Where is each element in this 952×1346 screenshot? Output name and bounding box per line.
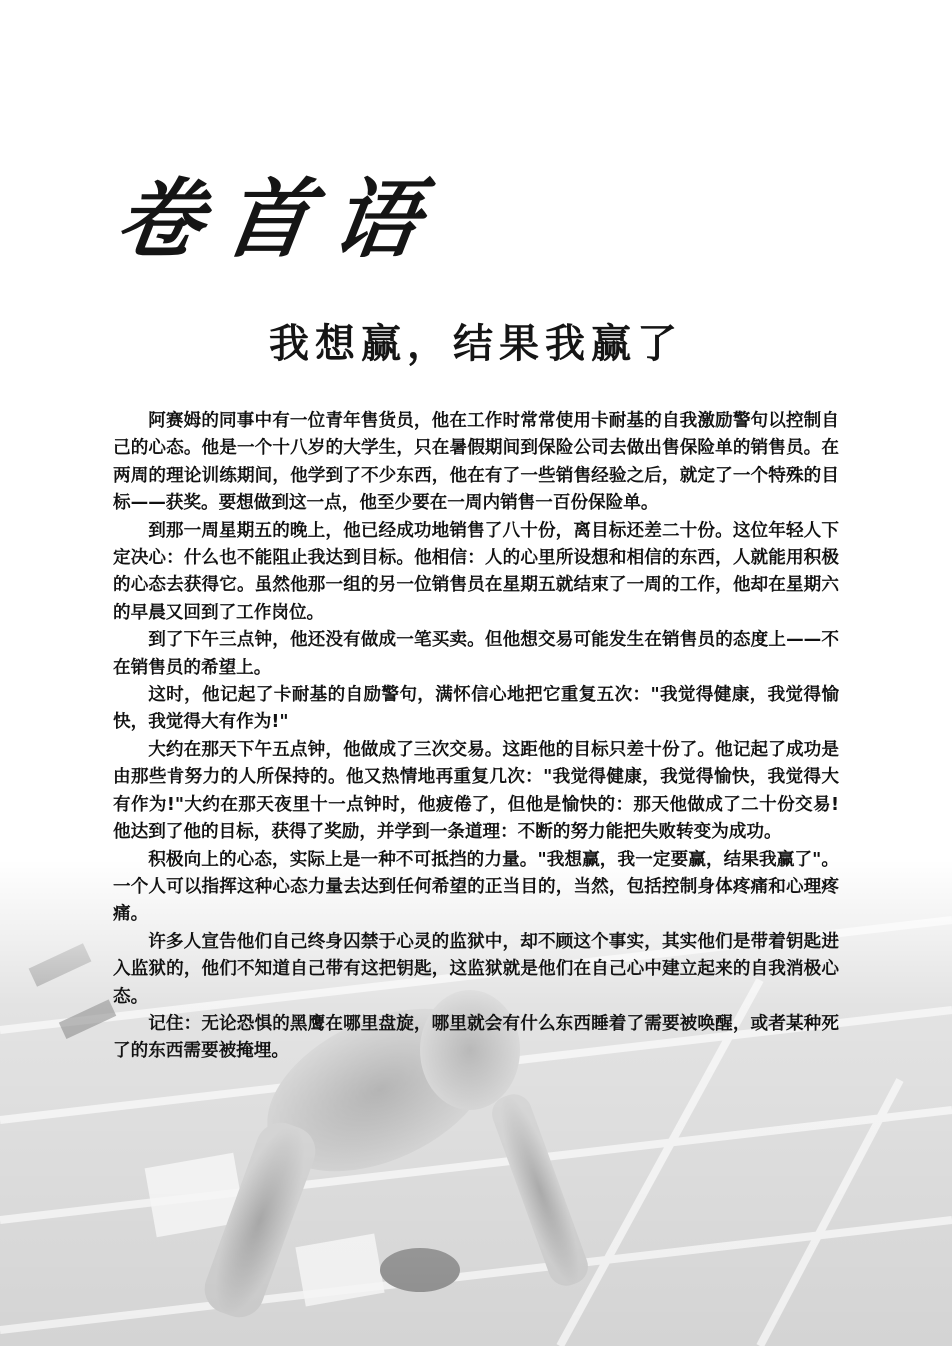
page-heading: 卷首语 bbox=[109, 169, 449, 270]
paragraph: 这时，他记起了卡耐基的自励警句，满怀信心地把它重复五次："我觉得健康，我觉得愉快，我觉得大有作为!" bbox=[113, 685, 839, 733]
paragraph: 积极向上的心态，实际上是一种不可抵挡的力量。"我想赢，我一定要赢，结果我赢了"。一个人可以指挥这种心态力量去达到任何希望的正当目的，当然，包括控制身体疼痛和心理疼痛。 bbox=[113, 849, 839, 925]
paragraph: 到了下午三点钟，他还没有做成一笔买卖。但他想交易可能发生在销售员的态度上——不在销售员的希望上。 bbox=[113, 630, 839, 678]
article-title: 我想赢，结果我赢了 bbox=[269, 321, 683, 367]
paragraph: 到那一周星期五的晚上，他已经成功地销售了八十份，离目标还差二十份。这位年轻人下定决心：什么也不能阻止我达到目标。他相信：人的心里所设想和相信的东西，人就能用积极的心态去获得它。虽然他那一组的另一位销售员在星期五就结束了一周的工作，他却在星期六的早晨又回到了工作岗位。 bbox=[113, 520, 839, 623]
paragraph: 阿赛姆的同事中有一位青年售货员，他在工作时常常使用卡耐基的自我激励警句以控制自己的心态。他是一个十八岁的大学生，只在暑假期间到保险公司去做出售保险单的销售员。在两周的理论训练期间，他学到了不少东西，他在有了一些销售经验之后，就定了一个特殊的目标——获奖。要想做到这一点，他至少要在一周内销售一百份保险单。 bbox=[113, 411, 839, 514]
paragraph: 记住：无论恐惧的黑鹰在哪里盘旋，哪里就会有什么东西睡着了需要被唤醒，或者某种死了的东西需要被掩埋。 bbox=[113, 1013, 839, 1062]
paragraph: 大约在那天下午五点钟，他做成了三次交易。这距他的目标只差十份了。他记起了成功是由那些肯努力的人所保持的。他又热情地再重复几次："我觉得健康，我觉得愉快，我觉得大有作为!"大约在那天夜里十一点钟时，他疲倦了，但他是愉快的：那天他做成了二十份交易!他达到了他的目标，获得了奖励，并学到一条道理：不断的努力能把失败转变为成功。 bbox=[113, 739, 839, 843]
article-body bbox=[113, 408, 839, 1066]
paragraph: 许多人宣告他们自己终身囚禁于心灵的监狱中，却不顾这个事实，其实他们是带着钥匙进入监狱的，他们不知道自己带有这把钥匙，这监狱就是他们在自己心中建立起来的自我消极心态。 bbox=[113, 931, 839, 1007]
